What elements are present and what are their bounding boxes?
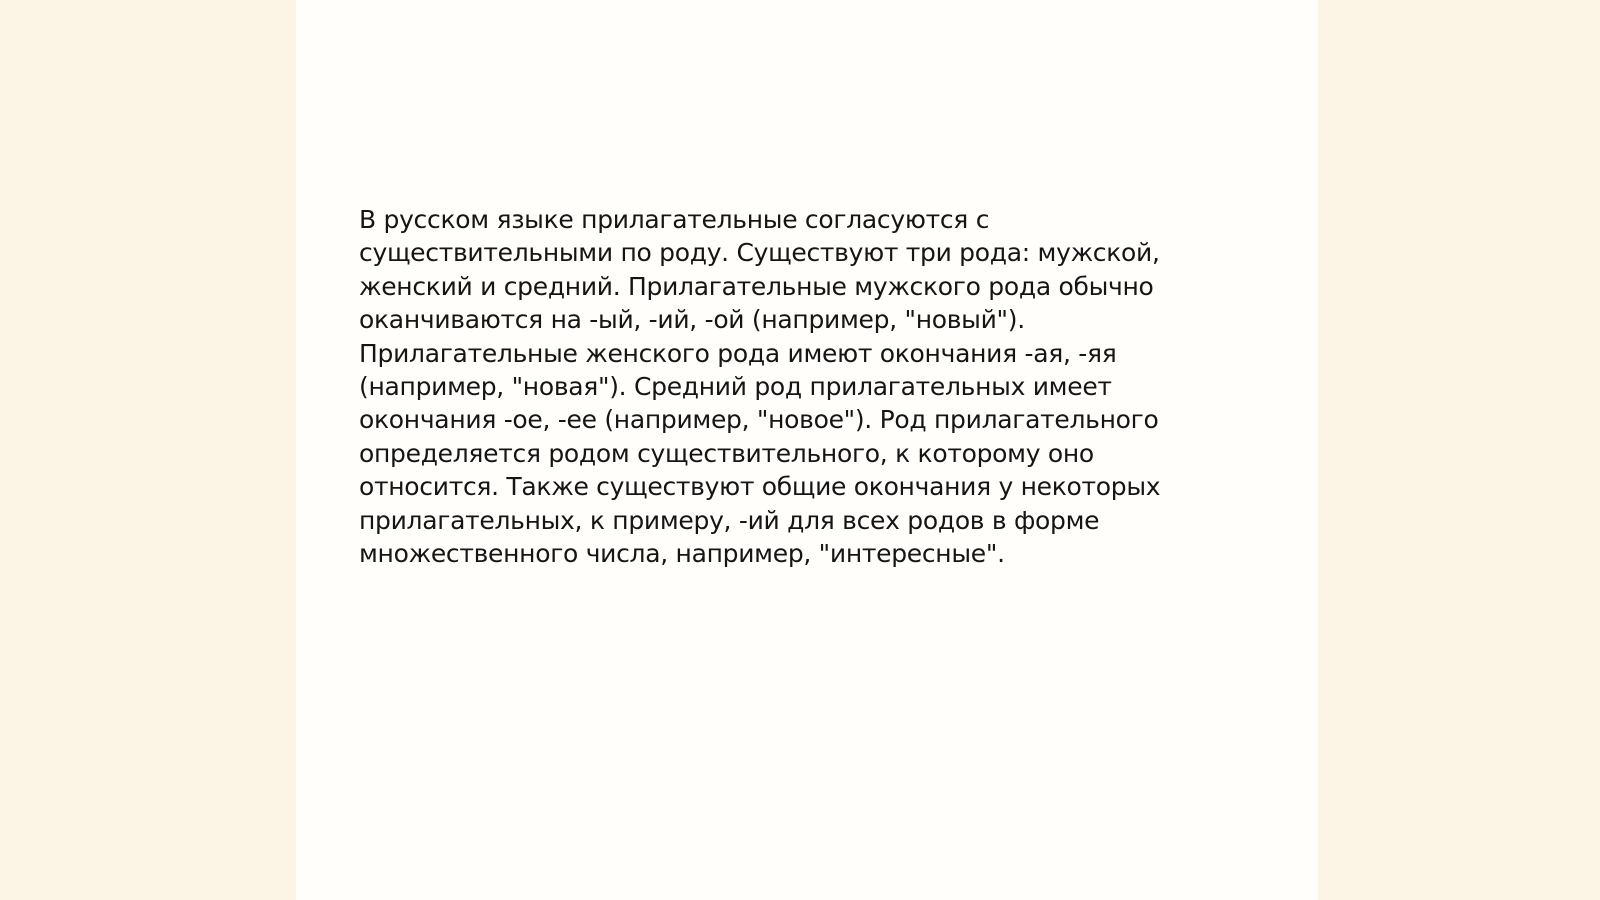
right-page-margin — [1300, 0, 1600, 900]
left-page-margin — [0, 0, 296, 900]
paragraph-line: прилагательных, к примеру, -ий для всех родов в форме — [359, 505, 1100, 535]
paragraph-line: женский и средний. Прилагательные мужского рода обычно — [359, 271, 1154, 301]
paragraph-line: В русском языке прилагательные согласуются с — [359, 205, 990, 234]
paragraph-line: Прилагательные женского рода имеют окончания -ая, -яя — [359, 338, 1117, 368]
document-page — [296, 0, 1318, 900]
paragraph-line: (например, "новая"). Средний род прилагательных имеет — [359, 372, 1112, 402]
paragraph-line: относится. Также существуют общие окончания у некоторых — [359, 472, 1161, 502]
paragraph-line: определяется родом существительного, к которому оно — [359, 438, 1094, 468]
body-paragraph — [359, 203, 1229, 570]
paragraph-line: существительными по роду. Существуют три рода: мужской, — [359, 238, 1160, 268]
paragraph-line: множественного числа, например, "интересные". — [359, 539, 1005, 569]
paragraph-line: окончания -ое, -ее (например, "новое"). Род прилагательного — [359, 405, 1159, 435]
paragraph-line: оканчиваются на -ый, -ий, -ой (например, "новый"). — [359, 305, 1025, 335]
